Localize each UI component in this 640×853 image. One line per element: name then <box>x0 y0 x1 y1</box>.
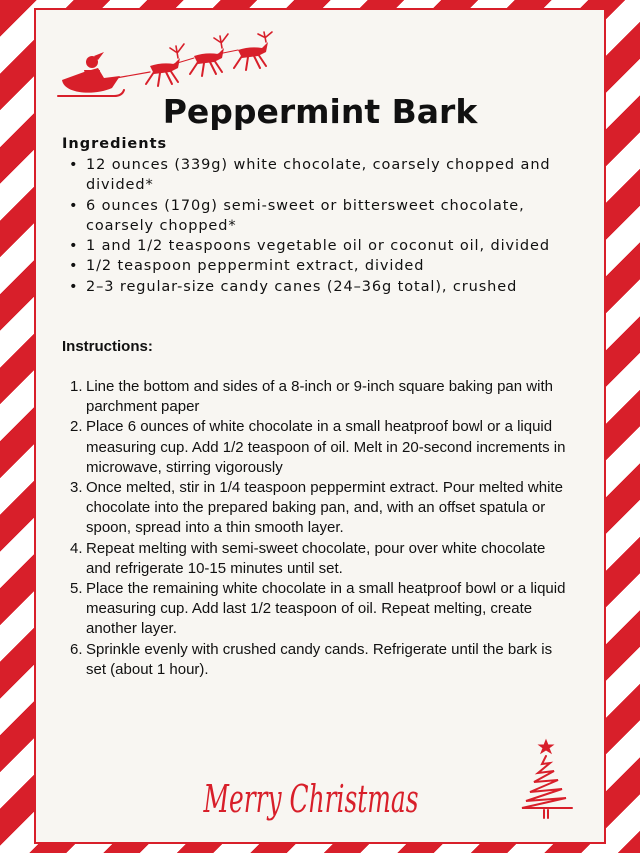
christmas-tree-icon <box>514 736 578 822</box>
instruction-step <box>70 640 566 680</box>
step-text: Line the bottom and sides of a 8-inch or 9-inch square baking pan with parchment paper <box>86 378 553 416</box>
step-text: Place the remaining white chocolate in a small heatproof bowl or a liquid measuring cup. Add last 1/2 teaspoon of oil. Repeat melting, create another layer. <box>86 580 566 638</box>
step-number: 5. <box>70 580 83 598</box>
step-number: 3. <box>70 479 83 497</box>
step-text: Once melted, stir in 1/4 teaspoon peppermint extract. Pour melted white chocolate into the prepared baking pan, and, with an offset spatula or spoon, spread into a thin smooth layer. <box>86 479 563 537</box>
instructions-heading: Instructions: <box>62 338 153 355</box>
instruction-step <box>70 478 566 539</box>
instruction-step <box>70 539 566 579</box>
merry-christmas-text: Merry Christmas <box>202 777 419 821</box>
recipe-card <box>34 8 606 844</box>
ingredient-item: • 1 and 1/2 teaspoons vegetable oil or coconut oil, divided <box>86 236 586 256</box>
step-text: Place 6 ounces of white chocolate in a small heatproof bowl or a liquid measuring cup. Add 1/2 teaspoon of oil. Melt in 20-second increments in microwave, stirring vigorously <box>86 418 566 476</box>
recipe-title: Peppermint Bark <box>162 92 478 131</box>
instruction-step <box>70 377 566 417</box>
step-number: 2. <box>70 418 83 436</box>
step-number: 4. <box>70 539 83 557</box>
step-text: Repeat melting with semi-sweet chocolate, pour over white chocolate and refrigerate 10-15 minutes until set. <box>86 539 546 577</box>
instruction-step <box>70 579 566 640</box>
merry-christmas-script <box>196 762 426 837</box>
ingredient-item: • 1/2 teaspoon peppermint extract, divided <box>86 256 586 276</box>
ingredients-heading: Ingredients <box>62 136 168 152</box>
step-number: 6. <box>70 640 83 658</box>
instruction-step <box>70 417 566 478</box>
ingredients-list <box>86 155 586 297</box>
ingredient-item: • 6 ounces (170g) semi-sweet or bittersweet chocolate, coarsely chopped* <box>86 196 586 237</box>
instructions-list <box>70 377 566 680</box>
step-text: Sprinkle evenly with crushed candy cands. Refrigerate until the bark is set (about 1 hour). <box>86 640 553 678</box>
ingredient-item: • 12 ounces (339g) white chocolate, coarsely chopped and divided* <box>86 155 586 196</box>
ingredient-item: • 2–3 regular-size candy canes (24–36g total), crushed <box>86 277 586 297</box>
step-number: 1. <box>70 378 83 395</box>
